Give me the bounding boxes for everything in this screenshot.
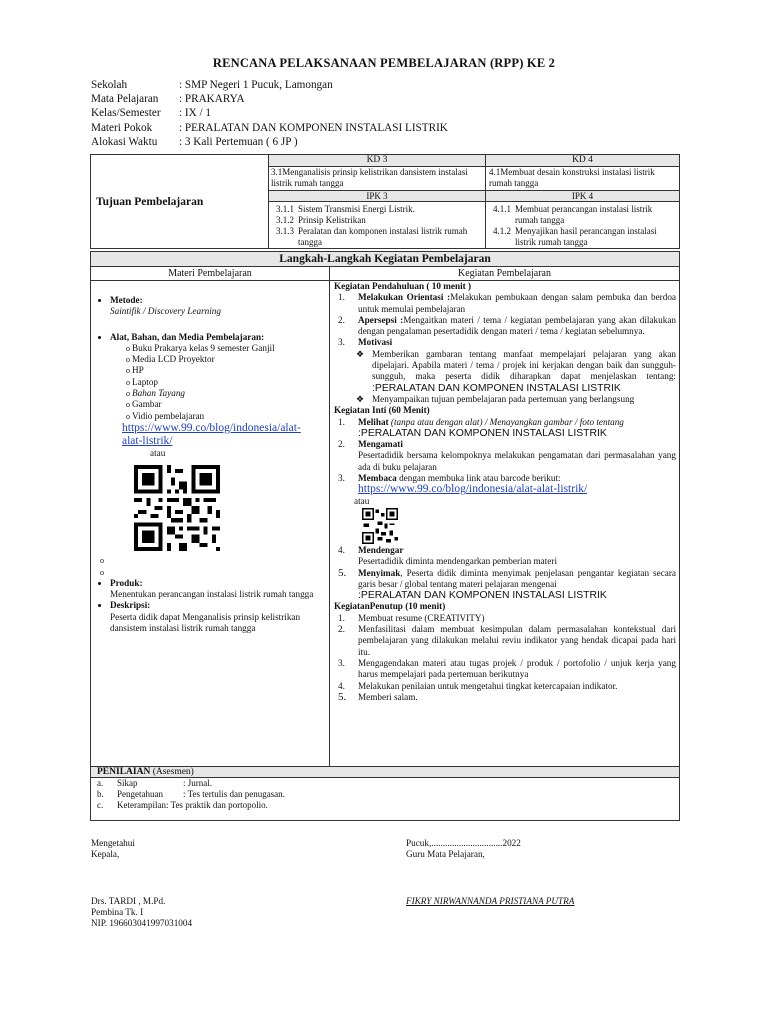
melihat-text: (tanpa atau dengan alat) / Menayangkan gambar / foto tentang — [390, 416, 624, 427]
qr-code-small — [362, 508, 398, 544]
penutup-item: Melakukan penilaian untuk mengetahui tingkat ketercapaian indikator. — [358, 680, 618, 691]
apersepsi-text: Mengaitkan materi / tema / kegiatan pembelajaran yang akan dilakukan dengan pengalaman pesertadidik dengan materi / tema / kegiatan sebelumnya. — [358, 314, 676, 337]
info-value: : PERALATAN DAN KOMPONEN INSTALASI LISTRIK — [179, 121, 448, 134]
guru-name: FIKRY NIRWANNANDA PRISTIANA PUTRA — [406, 896, 575, 906]
penilaian-header: PENILAIAN (Asesmen) — [91, 767, 680, 778]
produk-value: Menentukan perancangan instalasi listrik rumah tangga — [110, 589, 314, 600]
empty-bullet — [100, 555, 326, 566]
alat-item: o HP — [126, 365, 326, 376]
empty-bullet — [100, 567, 326, 578]
alat-item: o Laptop — [126, 377, 326, 388]
ipk4-header: IPK 4 — [486, 191, 680, 202]
info-value: : IX / 1 — [179, 107, 212, 120]
penilaian-table — [90, 766, 680, 821]
sign-right: Pucuk,...............................2022 Guru Mata Pelajaran, — [406, 838, 521, 859]
kepala-rank: Pembina Tk. I — [91, 907, 144, 917]
motivasi-label: Motivasi — [358, 337, 393, 348]
ipk4-list: 4.1.1 Membuat perancangan instalasi listrik rumah tangga 4.1.2 Menyajikan hasil perancangan instalasi listrik rumah tangga — [486, 202, 680, 249]
metode-label: Metode: — [110, 295, 143, 305]
alat-item: o Media LCD Proyektor — [126, 354, 326, 365]
produk-label: Produk: — [110, 577, 143, 588]
page-title: RENCANA PELAKSANAAN PEMBELAJARAN (RPP) KE 2 — [212, 56, 556, 70]
mengamati-text: Pesertadidik bersama kelompoknya melakukan pengamatan dari permasalahan yang ada di buku pelajaran — [358, 450, 676, 472]
menyimak-text: , Peserta didik diminta menyimak penjelasan pengantar kegiatan secara garis besar / global tentang materi pelajaran mengenai — [358, 567, 676, 589]
ipk3-header: IPK 3 — [269, 191, 486, 202]
atau-text: atau — [354, 495, 370, 506]
kegiatan-cell: Kegiatan Pendahuluan ( 10 menit ) 1. Melakukan Orientasi :Melakukan pembukaan dengan salam pembuka dan berdoa untuk memulai pembelajaran 2. Apersepsi :Mengaitkan materi / tema / kegiatan pembelajaran yang akan dilakukan dengan pengalaman pesertadidik dengan materi / tema / kegiatan sebelumnya. 3. Motivasi ❖ Memberikan gambaran tentang manfaat mempelajari pelajaran yang akan dipelajari. Apabila materi / tema / projek ini kerjakan dengan baik dan sungguh-sungguh, maka peserta didik diharapkan dapat menjelaskan tentang: :PERALATAN DAN KOMPONEN INSTALASI LISTRIK ❖ Menyampaikan tujuan pembelajaran pada pertemuan yang berlangsung Kegiatan Inti (60 Menit) 1. Melihat (tanpa atau dengan alat) / Menayangkan gambar / foto tentang :PERALATAN DAN KOMPONEN INSTALASI LISTRIK 2. Mengamati Pesertadidik bersama kelompoknya melakukan pengamatan dari permasalahan yang ada di buku pelajaran 3. Membaca dengan membuka link atau barcode berikut: https://www.99.co/blog/indonesia/alat-alat-listrik/ atau 4. Mendengar Pesertadidik diminta mendengarkan pemberian materi 5. Menyimak, Peserta didik diminta menyimak penjelasan pengantar kegiatan secara garis besar / global tentang materi pelajaran mengenai :PERALATAN DAN KOMPONEN INSTALASI LISTRIK KegiatanPenutup (10 menit) 1. Membuat resume (CREATIVITY) 2. Menfasilitasi dalam membuat kesimpulan dalam permasalahan kontekstual dari pembelajaran yang dilakukan melalui reviu indikator yang hendak dicapai pada hari itu. 3. Mengagendakan materi atau tugas projek / produk / portofolio / unjuk kerja yang harus mempelajari pada pertemuan berikutnya 4. Melakukan penilaian untuk mengetahui tingkat ketercapaian indikator. 5. Memberi salam. — [330, 281, 680, 777]
kegiatan-col-header: Kegiatan Pembelajaran — [330, 267, 680, 281]
materi-cell — [91, 281, 330, 777]
kepala-name: Drs. TARDI , M.Pd. — [91, 896, 166, 906]
penutup-heading: KegiatanPenutup (10 menit) — [334, 601, 446, 612]
info-value: : PRAKARYA — [179, 93, 245, 106]
topic-text: :PERALATAN DAN KOMPONEN INSTALASI LISTRIK — [372, 382, 621, 394]
inti-heading: Kegiatan Inti (60 Menit) — [334, 405, 430, 416]
atau-text: atau — [150, 447, 166, 458]
info-key: Mata Pelajaran — [91, 93, 159, 106]
penutup-item: Memberi salam. — [358, 691, 418, 702]
pendahuluan-heading: Kegiatan Pendahuluan ( 10 menit ) — [334, 281, 472, 291]
deskripsi-value: Peserta didik dapat Menganalisis prinsip kelistrikan dansistem instalasi listrik rumah tangga — [110, 611, 301, 634]
materi-col-header: Materi Pembelajaran — [91, 267, 330, 281]
info-key: Kelas/Semester — [91, 107, 161, 120]
topic-text: :PERALATAN DAN KOMPONEN INSTALASI LISTRIK — [358, 590, 607, 602]
qr-code-large — [134, 465, 220, 551]
info-value: : 3 Kali Pertemuan ( 6 JP ) — [179, 135, 298, 148]
alat-item: o Gambar — [126, 399, 326, 410]
metode-value: Saintifik / Discovery Learning — [110, 306, 221, 317]
topic-text: :PERALATAN DAN KOMPONEN INSTALASI LISTRIK — [358, 427, 607, 439]
tujuan-text: Menyampaikan tujuan pembelajaran pada pertemuan yang berlangsung — [372, 393, 635, 404]
membaca-text: dengan membuka link atau barcode berikut: — [399, 473, 561, 484]
deskripsi-label: Deskripsi: — [110, 600, 151, 611]
kd3-text: 3.1Menganalisis prinsip kelistrikan dansistem instalasi listrik rumah tangga — [269, 167, 486, 191]
langkah-title: Langkah-Langkah Kegiatan Pembelajaran — [91, 252, 680, 267]
info-key: Sekolah — [91, 79, 128, 91]
alat-label: Alat, Bahan, dan Media Pembelajaran: — [110, 331, 265, 342]
ipk3-list: 3.1.1 Sistem Transmisi Energi Listrik. 3.1.2 Prinsip Kelistrikan 3.1.3 Peralatan dan komponen instalasi listrik rumah tangga — [269, 202, 486, 249]
langkah-table — [90, 251, 680, 777]
info-key: Materi Pokok — [91, 121, 153, 134]
identity-block — [91, 78, 448, 149]
tujuan-label: Tujuan Pembelajaran — [91, 155, 269, 249]
mendengar-text: Pesertadidik diminta mendengarkan pemberian materi — [358, 556, 557, 567]
kd4-header: KD 4 — [486, 155, 680, 167]
motivasi-text: Memberikan gambaran tentang manfaat mempelajari pelajaran yang akan dipelajari. Apabila materi / tema / projek ini kerjakan dengan baik dan sungguh-sungguh, maka peserta didik diharapkan dapat menjelaskan tentang: — [372, 348, 676, 382]
info-key: Alokasi Waktu — [91, 135, 158, 148]
alat-item: o Vidio pembelajaran — [126, 411, 326, 422]
info-value: : SMP Negeri 1 Pucuk, Lamongan — [179, 79, 333, 91]
alat-item: o Bahan Tayang — [126, 388, 326, 399]
kd4-text: 4.1Membuat desain konstruksi instalasi listrik rumah tangga — [486, 167, 680, 191]
kepala-block — [91, 896, 192, 929]
tujuan-table — [90, 154, 680, 249]
sign-left: Mengetahui Kepala, — [91, 838, 135, 859]
materi-link[interactable]: https://www.99.co/blog/indonesia/alat-alat-listrik/ — [122, 421, 301, 447]
kd3-header: KD 3 — [269, 155, 486, 167]
kegiatan-link[interactable]: https://www.99.co/blog/indonesia/alat-alat-listrik/ — [358, 483, 588, 496]
penutup-item: Menfasilitasi dalam membuat kesimpulan dalam permasalahan kontekstual dari pembelajaran yang dilakukan melalui reviu indikator yang hendak dicapai pada hari itu. — [358, 624, 676, 657]
penilaian-list: a. Sikap : Jurnal. b. Pengetahuan : Tes tertulis dan penugasan. c. Keterampilan : Tes praktik dan portopolio. — [91, 778, 680, 821]
penutup-item: Membuat resume (CREATIVITY) — [358, 612, 485, 623]
kepala-nip: NIP. 196603041997031004 — [91, 918, 193, 928]
penutup-item: Mengagendakan materi atau tugas projek / produk / portofolio / unjuk kerja yang harus mempelajari pada pertemuan berikutnya — [358, 657, 676, 680]
orientasi-text: Melakukan pembukaan dengan salam pembuka dan berdoa untuk memulai pembelajaran — [358, 292, 676, 314]
alat-item: o Buku Prakarya kelas 9 semester Ganjil — [126, 343, 326, 354]
